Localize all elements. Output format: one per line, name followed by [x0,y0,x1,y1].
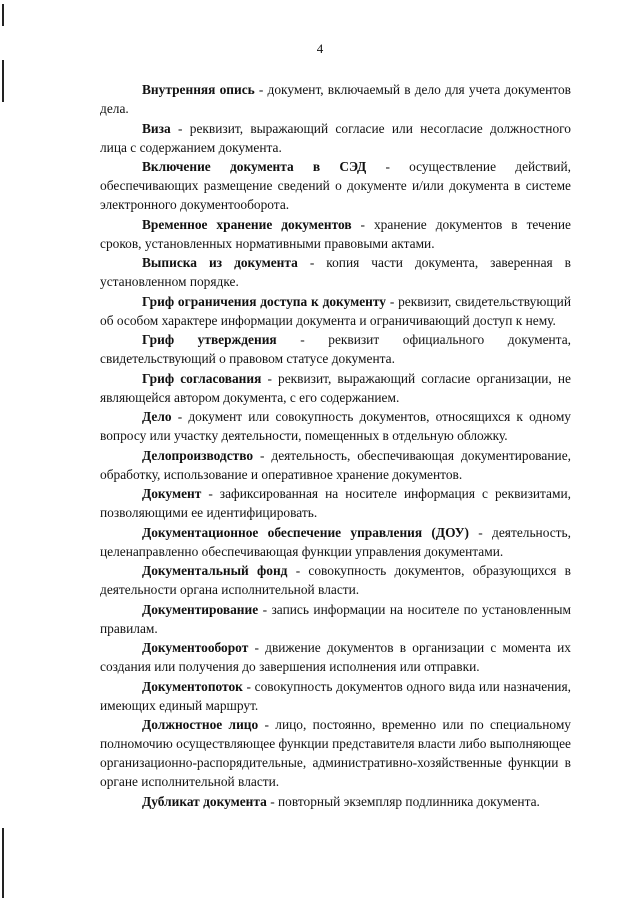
glossary-definition: - копия части документа, заверенная в установленном порядке. [100,255,571,289]
glossary-entry [100,157,571,214]
glossary-term: Документооборот [142,640,249,655]
glossary-definition: - лицо, постоянно, временно или по специальному полномочию осуществляющее функции представителя власти либо выполняющее организационно-распорядительные, административно-хозяйственные функции в органе исполнительной власти. [100,717,572,789]
glossary-term: Временное хранение документов [142,216,352,232]
glossary-definition: - реквизит, выражающий согласие или несогласие должностного лица с содержанием документа. [100,120,571,155]
glossary-definition: - запись информации на носителе по установленным правилам. [100,601,571,636]
glossary-term: Гриф согласования [142,370,262,386]
glossary-term: Выписка из документа [142,255,298,270]
glossary-definition: - совокупность документов, образующихся в деятельности органа исполнительной власти. [100,563,572,597]
page-number: 4 [316,41,324,56]
glossary-entry [100,215,571,253]
glossary-definition: - реквизит, свидетельствующий об особом характере информации документа и ограничивающий доступ к нему. [100,293,571,328]
left-margin-mark [2,4,4,26]
glossary-definition: - хранение документов в течение сроков, установленных нормативными правовыми актами. [100,216,571,251]
glossary-term: Документальный фонд [142,563,288,578]
glossary-term: Делопроизводство [142,447,254,463]
glossary-term: Документопоток [142,678,243,694]
glossary-definition: - деятельность, целенаправленно обеспечивающая функции управления документами. [100,524,571,559]
glossary-definition: - повторный экземпляр подлинника документа. [266,793,540,809]
glossary-entry [100,119,571,157]
glossary-entry [100,715,571,791]
left-margin-mark [2,60,4,102]
glossary-definition: - документ или совокупность документов, относящихся к одному вопросу или участку деятельности, помещенных в отдельную обложку. [100,409,571,443]
glossary-term: Виза [142,120,171,136]
glossary-entry [100,484,571,522]
glossary-term: Включение документа в СЭД [142,159,367,174]
glossary-term: Дубликат документа [142,793,267,809]
glossary-term: Документационное обеспечение управления (ДОУ) [142,524,470,540]
glossary-definition: - реквизит, выражающий согласие организации, не являющейся автором документа, с его содержанием. [100,370,571,405]
glossary-term: Документ [142,486,202,501]
glossary-definition: - движение документов в организации с момента их создания или получения до завершения исполнения или отправки. [100,640,571,674]
glossary-entry [100,369,571,407]
glossary-definition: - осуществление действий, обеспечивающих размещение сведений о документе и/или документа в системе электронного документооборота. [100,159,571,212]
glossary-entry [100,253,571,291]
glossary-definition: - реквизит официального документа, свидетельствующий о правовом статусе документа. [100,332,571,366]
glossary-term: Гриф утверждения [142,332,277,347]
left-margin-mark [2,828,4,898]
glossary-term: Документирование [142,601,259,617]
glossary-entry [100,561,571,599]
glossary-term: Внутренняя опись [142,82,255,97]
glossary-term: Гриф ограничения доступа к документу [142,293,386,309]
glossary-entry [100,523,571,561]
glossary-entry [100,407,571,445]
glossary-entry [100,446,571,484]
glossary-entry [100,600,571,638]
glossary-entry [100,677,571,715]
glossary-definition: - зафиксированная на носителе информация с реквизитами, позволяющими ее идентифицировать. [100,486,571,520]
glossary-list [100,80,571,811]
glossary-term: Дело [142,409,172,424]
glossary-term: Должностное лицо [142,717,259,732]
glossary-entry [100,80,571,118]
glossary-entry [100,638,571,676]
glossary-entry [100,330,571,368]
glossary-definition: - деятельность, обеспечивающая документирование, обработку, использование и оперативное хранение документов. [100,447,571,482]
glossary-entry [100,292,571,330]
glossary-definition: - документ, включаемый в дело для учета документов дела. [100,82,571,116]
glossary-entry [100,792,571,811]
glossary-definition: - совокупность документов одного вида или назначения, имеющих единый маршрут. [100,678,571,713]
